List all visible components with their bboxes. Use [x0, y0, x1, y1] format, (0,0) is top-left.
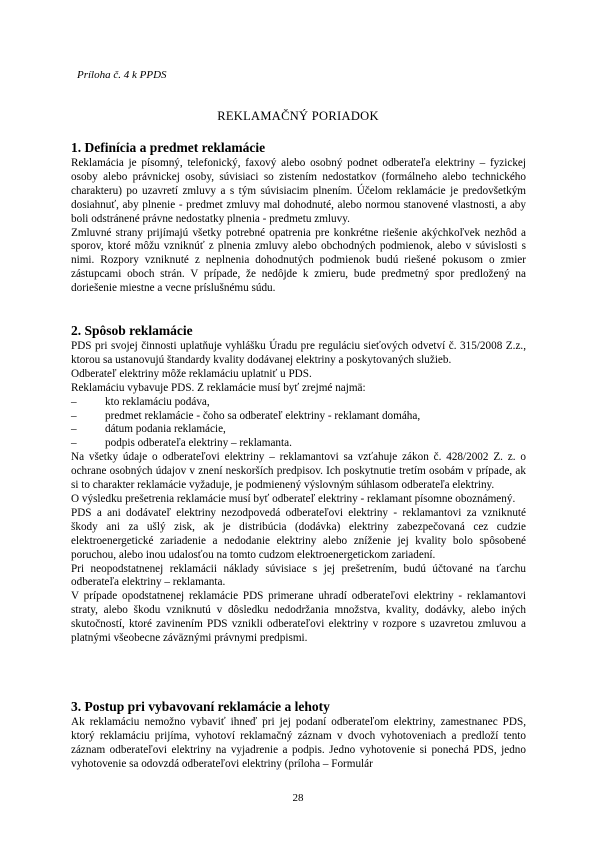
list-item: [71, 423, 526, 437]
section-2-body: [71, 340, 526, 646]
paragraph: Ak reklamáciu nemožno vybaviť ihneď pri jej podaní odberateľom elektriny, zamestnanec PDS, ktorý reklamáciu prijíma, vyhotoví reklamačný záznam v dvoch vyhotoveniach a predloží tento záznam odberateľovi elektriny na vyjadrenie a podpis. Jedno vyhotovenie si ponechá PDS, jedno vyhotovenie sa odovzdá odberateľovi elektriny (príloha – Formulár: [71, 716, 526, 770]
paragraph: Na všetky údaje o odberateľovi elektriny – reklamantovi sa vzťahuje zákon č. 428/2002 Z. z. o ochrane osobných údajov v znení neskorších predpisov. Ich poskytnutie tretím osobám v prípade, ak si to charakter reklamácie vyžaduje, je podmienený výslovným súhlasom odberateľa elektriny.: [71, 451, 526, 492]
document-title: REKLAMAČNÝ PORIADOK: [217, 109, 379, 123]
list-item-text: kto reklamáciu podáva,: [105, 395, 210, 408]
section-2-heading: 2. Spôsob reklamácie: [71, 323, 193, 338]
paragraph: Pri neopodstatnenej reklamácii náklady súvisiace s jej prešetrením, budú účtované na ťarchu odberateľa elektriny – reklamanta.: [71, 562, 526, 589]
section-3-body: [71, 716, 526, 772]
list-item: [71, 437, 526, 451]
dash-bullet: –: [71, 395, 77, 408]
list-item-text: podpis odberateľa elektriny – reklamanta.: [105, 437, 292, 450]
section-1-body: [71, 157, 526, 296]
dash-bullet: –: [71, 409, 77, 422]
paragraph: Odberateľ elektriny môže reklamáciu uplatniť u PDS.: [71, 367, 312, 380]
page-number: 28: [292, 792, 304, 804]
list-item-text: predmet reklamácie - čoho sa odberateľ elektriny - reklamant domáha,: [105, 409, 421, 422]
dash-bullet: –: [71, 423, 77, 436]
paragraph: Reklamáciu vybavuje PDS. Z reklamácie musí byť zrejmé najmä:: [71, 381, 366, 394]
section-1-heading: 1. Definícia a predmet reklamácie: [71, 140, 266, 155]
paragraph: Reklamácia je písomný, telefonický, faxový alebo osobný podnet odberateľa elektriny – fyzickej osoby alebo právnickej osoby, súvisiaci so zistením nedostatkov (formálneho alebo technického charakteru) po uzavretí zmluvy a s tým súvisiacim plnením. Účelom reklamácie je predovšetkým dosiahnuť, aby plnenie - predmet zmluvy mal dohodnuté, alebo normou stanovené vlastnosti, a aby boli odstránené právne nedostatky plnenia - predmetu zmluvy.: [71, 157, 526, 225]
paragraph: Zmluvné strany prijímajú všetky potrebné opatrenia pre konkrétne riešenie akýchkoľvek nezhôd a sporov, ktoré môžu vzniknúť z plnenia zmluvy alebo obchodných podmienok, alebo v súvislosti s nimi. Rozpory vzniknuté z neplnenia dohodnutých podmienok budú riešené pokusom o zmier zástupcami oboch strán. V prípade, že nedôjde k zmieru, bude predmetný spor predložený na doriešenie miestne a vecne príslušnému súdu.: [71, 226, 526, 295]
section-3-heading: 3. Postup pri vybavovaní reklamácie a lehoty: [71, 699, 330, 714]
list-item: [71, 396, 526, 410]
list-item-text: dátum podania reklamácie,: [105, 423, 226, 436]
paragraph: O výsledku prešetrenia reklamácie musí byť odberateľ elektriny - reklamant písomne oboznámený.: [71, 492, 516, 505]
paragraph: PDS pri svojej činnosti uplatňuje vyhlášku Úradu pre reguláciu sieťových odvetví č. 315/2008 Z.z., ktorou sa ustanovujú štandardy kvality dodávanej elektriny a poskytovaných služieb.: [71, 340, 526, 366]
annex-label: Príloha č. 4 k PPDS: [77, 69, 167, 81]
dash-bullet: –: [71, 437, 77, 450]
paragraph: PDS a ani dodávateľ elektriny nezodpovedá odberateľovi elektriny - reklamantovi za vzniknuté škody ani za ušlý zisk, ak je distribúcia (dodávka) elektriny zabezpečovaná cez cudzie elektroenergetické zariadenie a nedodanie elektriny alebo zníženie jej kvality bolo spôsobené poruchou, alebo inou udalosťou na tomto cudzom elektroenergetickom zariadení.: [71, 506, 526, 561]
list-item: [71, 410, 526, 424]
paragraph: V prípade opodstatnenej reklamácie PDS primerane uhradí odberateľovi elektriny - reklamantovi straty, alebo škodu vzniknutú v dôsledku nedodržania množstva, kvality, dodávky, alebo iných skutočností, ktoré zavinením PDS vznikli odberateľovi elektriny v rozpore s uzavretou zmluvou a platnými všeobecne záväznými právnymi predpismi.: [71, 590, 526, 645]
